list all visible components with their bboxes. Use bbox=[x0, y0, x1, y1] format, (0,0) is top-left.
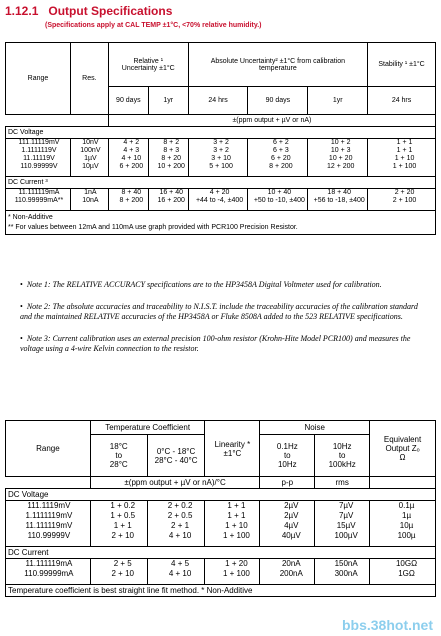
t2-col-header-range: Range bbox=[6, 421, 91, 477]
note-text: Note 3: Current calibration uses an external precision 100-ohm resistor (Krohn-Hite Model PCR100) and measures the voltage using a 4-wire Kelvin connection to the resistor. bbox=[20, 334, 411, 353]
t2-col-header-equiv-output: Equivalent Output Zₒ Ω bbox=[370, 421, 436, 477]
t2-dci-noise-pp-cell: 20nA 200nA bbox=[260, 559, 315, 585]
section-dc-voltage: DC Voltage bbox=[6, 127, 436, 139]
t2-units-rms: rms bbox=[315, 477, 370, 489]
dcv-abs-90-cell: 6 + 2 6 + 3 6 + 20 8 + 200 bbox=[248, 139, 308, 177]
t2-dci-lin-cell: 1 + 20 1 + 100 bbox=[205, 559, 260, 585]
t2-col-header-tempco: Temperature Coefficient bbox=[90, 421, 205, 435]
t2-col-header-noise: Noise bbox=[260, 421, 370, 435]
t2-col-header-10hz-100khz: 10Hz to 100kHz bbox=[315, 435, 370, 477]
dci-stab-cell: 2 + 20 2 + 100 bbox=[368, 189, 436, 211]
dcv-abs-1yr-cell: 10 + 2 10 + 3 10 + 20 12 + 200 bbox=[308, 139, 368, 177]
table1-footnote: * Non-Additive ** For values between 12mA and 110mA use graph provided with PCR100 Precision Resistor. bbox=[6, 211, 436, 235]
bullet: • bbox=[20, 334, 23, 343]
note-3 bbox=[20, 334, 425, 354]
section-subtitle: (Specifications apply at CAL TEMP ±1°C, <70% relative humidity.) bbox=[45, 22, 262, 29]
dcv-abs-24-cell: 3 + 2 3 + 2 3 + 10 5 + 100 bbox=[188, 139, 248, 177]
col-header-abs-24-hrs: 24 hrs bbox=[188, 87, 248, 115]
col-header-abs-90-days: 90 days bbox=[248, 87, 308, 115]
t2-dci-tc1-cell: 2 + 5 2 + 10 bbox=[90, 559, 147, 585]
dci-res-cell: 1nA 10nA bbox=[70, 189, 108, 211]
t2-dcv-range-cell: 111.1119mV 1.1111119mV 11.111119mV 110.99999V bbox=[6, 501, 91, 547]
t2-section-dc-current: DC Current bbox=[6, 547, 436, 559]
t2-dci-tc2-cell: 4 + 5 4 + 10 bbox=[147, 559, 205, 585]
note-text: Note 1: The RELATIVE ACCURACY specifications are to the HP3458A Digital Voltmeter used for calibration. bbox=[26, 280, 382, 289]
t2-col-header-18-28: 18°C to 28°C bbox=[90, 435, 147, 477]
note-text: Note 2: The absolute accuracies and traceability to N.I.S.T. include the traceability accuracies of the calibration standard and the maintained RELATIVE accuracies of the HP3458A or Fluke 8508A added to the 523 RELATIVE specifications. bbox=[20, 302, 418, 321]
note-2 bbox=[20, 302, 425, 322]
temperature-noise-table bbox=[5, 420, 436, 597]
col-header-res: Res. bbox=[70, 43, 108, 115]
section-number: 1.12.1 bbox=[5, 4, 39, 18]
t2-units-row: ±(ppm output + µV or nA)/°C bbox=[90, 477, 260, 489]
section-dc-current: DC Current ³ bbox=[6, 177, 436, 189]
t2-section-dc-voltage: DC Voltage bbox=[6, 489, 436, 501]
bullet: • bbox=[20, 302, 23, 311]
dcv-rel-90-cell: 4 + 2 4 + 3 4 + 10 6 + 200 bbox=[108, 139, 148, 177]
t2-dcv-tc1-cell: 1 + 0.2 1 + 0.5 1 + 1 2 + 10 bbox=[90, 501, 147, 547]
units-row: ±(ppm output + µV or nA) bbox=[108, 115, 435, 127]
t2-dcv-noise-rms-cell: 7µV 7µV 15µV 100µV bbox=[315, 501, 370, 547]
t2-dcv-z-cell: 0.1µ 1µ 10µ 100µ bbox=[370, 501, 436, 547]
t2-dcv-lin-cell: 1 + 1 1 + 1 1 + 10 1 + 100 bbox=[205, 501, 260, 547]
col-header-stability: Stability ¹ ±1°C bbox=[368, 43, 436, 87]
section-heading bbox=[5, 4, 172, 18]
output-specifications-table bbox=[5, 42, 436, 235]
col-header-absolute-uncertainty: Absolute Uncertainty² ±1°C from calibration temperature bbox=[188, 43, 367, 87]
col-header-range: Range bbox=[6, 43, 71, 115]
t2-col-header-linearity: Linearity * ±1°C bbox=[205, 421, 260, 477]
t2-dcv-tc2-cell: 2 + 0.2 2 + 0.5 2 + 1 4 + 10 bbox=[147, 501, 205, 547]
col-header-relative-uncertainty: Relative ¹ Uncertainty ±1°C bbox=[108, 43, 188, 87]
col-header-rel-1yr: 1yr bbox=[148, 87, 188, 115]
bullet: • bbox=[20, 280, 23, 289]
col-header-abs-1yr: 1yr bbox=[308, 87, 368, 115]
dci-rel-90-cell: 8 + 40 8 + 200 bbox=[108, 189, 148, 211]
dcv-range-cell: 111.11119mV 1.1111119V 11.11119V 110.99999V bbox=[6, 139, 71, 177]
t2-units-pp: p-p bbox=[260, 477, 315, 489]
dci-abs-1yr-cell: 18 + 40 +56 to -18, ±400 bbox=[308, 189, 368, 211]
dci-abs-24-cell: 4 + 20 +44 to -4, ±400 bbox=[188, 189, 248, 211]
dcv-stab-cell: 1 + 1 1 + 1 1 + 10 1 + 100 bbox=[368, 139, 436, 177]
t2-dci-z-cell: 10GΩ 1GΩ bbox=[370, 559, 436, 585]
table2-footnote: Temperature coefficient is best straight line fit method. * Non-Additive bbox=[6, 585, 436, 597]
dci-abs-90-cell: 10 + 40 +50 to -10, ±400 bbox=[248, 189, 308, 211]
note-1 bbox=[20, 280, 425, 290]
section-title: Output Specifications bbox=[48, 4, 173, 18]
watermark: bbs.38hot.net bbox=[341, 617, 433, 633]
col-header-rel-90-days: 90 days bbox=[108, 87, 148, 115]
dcv-rel-1yr-cell: 8 + 2 8 + 3 8 + 20 10 + 200 bbox=[148, 139, 188, 177]
t2-dcv-noise-pp-cell: 2µV 2µV 4µV 40µV bbox=[260, 501, 315, 547]
t2-col-header-0p1-10hz: 0.1Hz to 10Hz bbox=[260, 435, 315, 477]
dcv-res-cell: 10nV 100nV 1µV 10µV bbox=[70, 139, 108, 177]
dci-rel-1yr-cell: 16 + 40 16 + 200 bbox=[148, 189, 188, 211]
dci-range-cell: 11.111119mA 110.99999mA** bbox=[6, 189, 71, 211]
notes-list bbox=[20, 280, 425, 366]
t2-dci-noise-rms-cell: 150nA 300nA bbox=[315, 559, 370, 585]
t2-dci-range-cell: 11.111119mA 110.99999mA bbox=[6, 559, 91, 585]
t2-col-header-0-18-28-40: 0°C - 18°C 28°C - 40°C bbox=[147, 435, 205, 477]
col-header-stab-24-hrs: 24 hrs bbox=[368, 87, 436, 115]
